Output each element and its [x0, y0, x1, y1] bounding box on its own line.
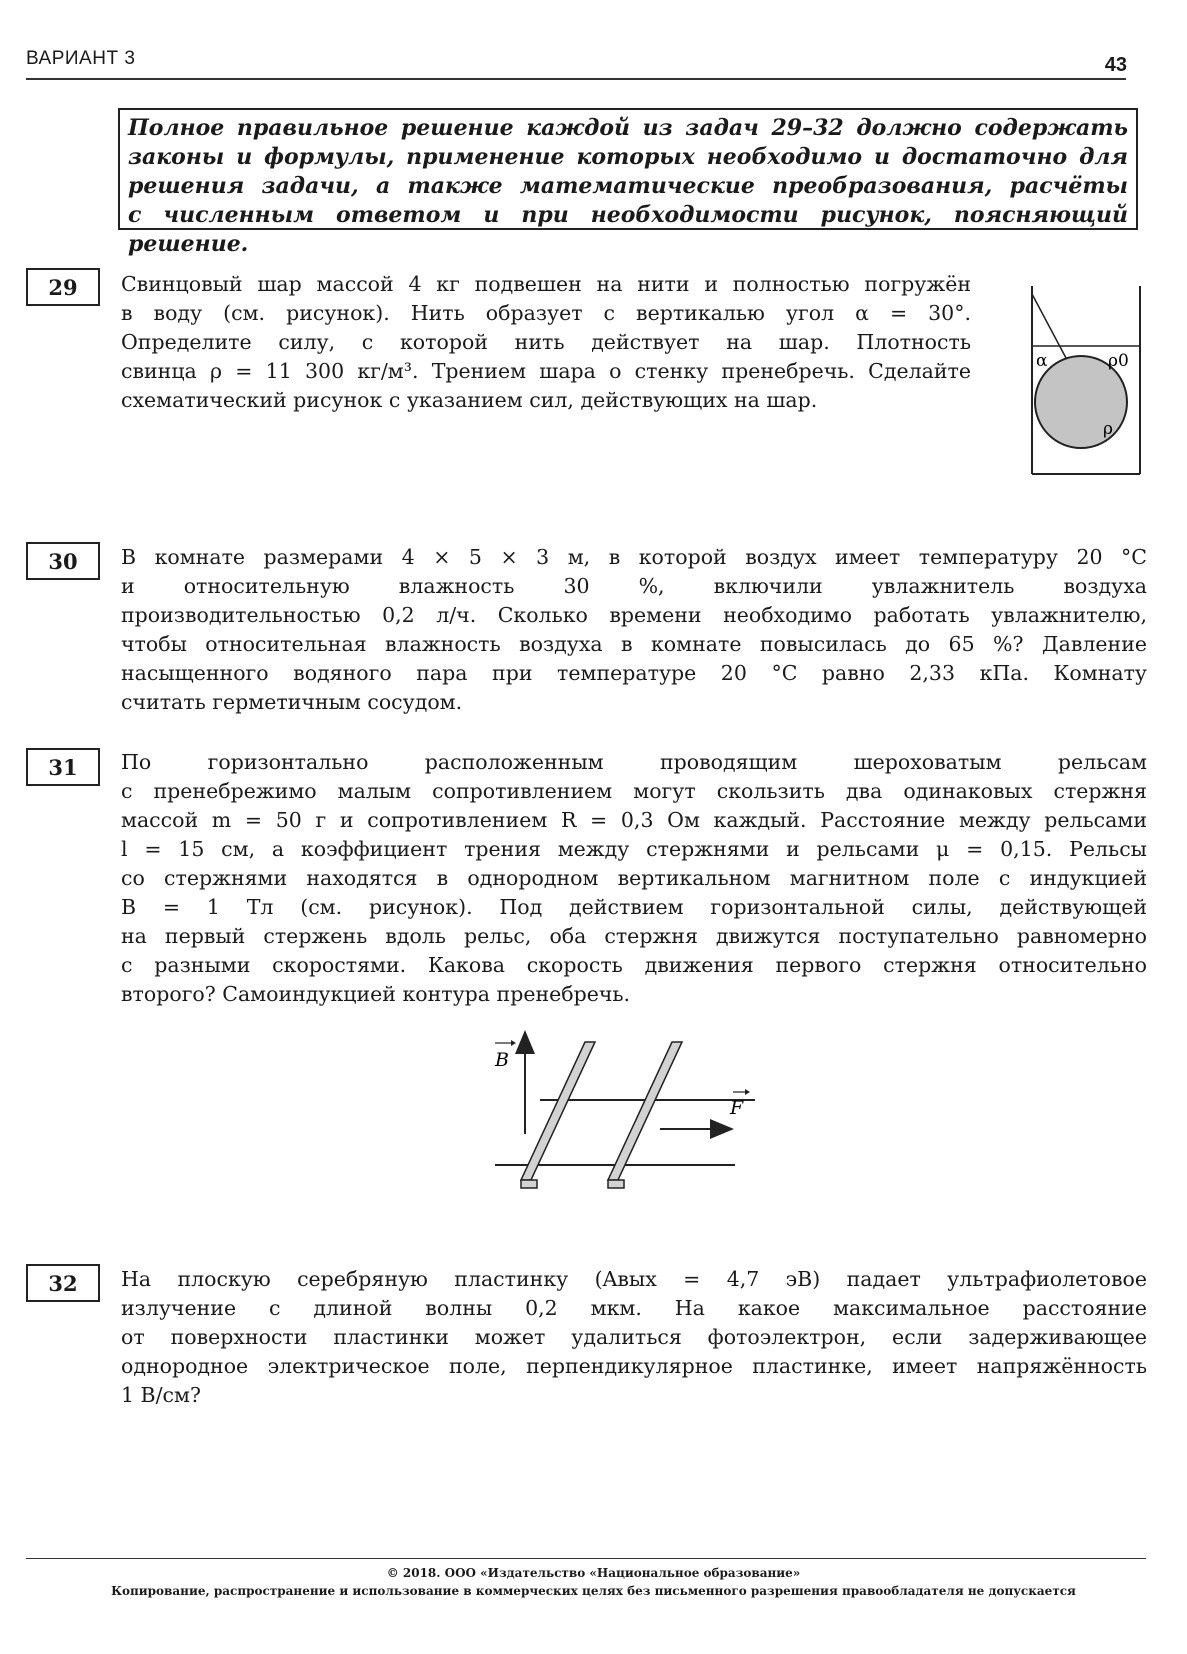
task-line: Свинцовый шар массой 4 кг подвешен на нити и полностью погружён — [121, 272, 971, 296]
task-line: В комнате размерами 4 × 5 × 3 м, в которой воздух имеет температуру 20 °С — [121, 545, 1147, 569]
task-30-text — [121, 543, 1147, 717]
task-line: с разными скоростями. Какова скорость движения первого стержня относительно — [121, 953, 1147, 977]
task-line: 1 В/см? — [121, 1383, 201, 1407]
task-line: На плоскую серебряную пластинку (Aвых = 4,7 эВ) падает ультрафиолетовое — [121, 1267, 1147, 1291]
b-label: B — [495, 1049, 509, 1071]
task-31-figure — [485, 1022, 805, 1202]
task-line: По горизонтально расположенным проводящим шероховатым рельсам — [121, 750, 1147, 774]
b-vector-tip — [511, 1040, 516, 1046]
instruction-line: с численным ответом и при необходимости рисунок, поясняющий решение. — [128, 202, 1128, 257]
task-31-text — [121, 748, 1147, 1009]
thread — [1032, 294, 1066, 358]
rod-2 — [608, 1042, 682, 1180]
task-line: производительностью 0,2 л/ч. Сколько времени необходимо работать увлажнителю, — [121, 603, 1147, 627]
task-line: второго? Самоиндукцией контура пренебречь. — [121, 982, 631, 1006]
f-label: F — [730, 1097, 744, 1119]
rho0-label: ρ0 — [1108, 351, 1129, 371]
task-30-number: 30 — [26, 542, 100, 580]
task-line: однородное электрическое поле, перпендикулярное пластинке, имеет напряжённость — [121, 1354, 1147, 1378]
task-32-text — [121, 1265, 1147, 1410]
instruction-line: законы и формулы, применение которых необходимо и достаточно для — [128, 144, 1128, 170]
copyright: © 2018. ООО «Издательство «Национальное образование» — [386, 1566, 801, 1580]
task-29-text — [121, 270, 971, 415]
task-line: схематический рисунок с указанием сил, действующих на шар. — [121, 388, 818, 412]
alpha-label: α — [1036, 351, 1048, 371]
task-line: излучение с длиной волны 0,2 мкм. На какое максимальное расстояние — [121, 1296, 1147, 1320]
task-line: чтобы относительная влажность воздуха в комнате повысилась до 65 %? Давление — [121, 632, 1147, 656]
task-line: от поверхности пластинки может удалиться фотоэлектрон, если задерживающее — [121, 1325, 1147, 1349]
task-line: свинца ρ = 11 300 кг/м³. Трением шара о стенку пренебречь. Сделайте — [121, 359, 971, 383]
task-31-number: 31 — [26, 748, 100, 786]
instruction-box — [118, 108, 1138, 257]
instruction-line: Полное правильное решение каждой из задач 29–32 должно содержать — [128, 115, 1128, 141]
rod-2-end — [608, 1180, 624, 1188]
rho-label: ρ — [1103, 419, 1113, 439]
f-vector-tip — [745, 1089, 750, 1095]
task-line: с пренебрежимо малым сопротивлением могут скользить два одинаковых стержня — [121, 779, 1147, 803]
task-line: насыщенного водяного пара при температуре 20 °С равно 2,33 кПа. Комнату — [121, 661, 1147, 685]
task-line: и относительную влажность 30 %, включили увлажнитель воздуха — [121, 574, 1147, 598]
rod-1-end — [521, 1180, 537, 1188]
task-line: со стержнями находятся в однородном вертикальном магнитном поле с индукцией — [121, 866, 1147, 890]
task-32-number: 32 — [26, 1264, 100, 1302]
task-29-number: 29 — [26, 268, 100, 306]
variant-label: ВАРИАНТ 3 — [26, 48, 136, 69]
copyright-notice: Копирование, распространение и использование в коммерческих целях без письменного разрешения правообладателя не допускается — [111, 1584, 1076, 1598]
task-line: l = 15 см, а коэффициент трения между стержнями и рельсами μ = 0,15. Рельсы — [121, 837, 1147, 861]
task-29-figure — [1028, 286, 1148, 476]
task-line: B = 1 Тл (см. рисунок). Под действием горизонтальной силы, действующей — [121, 895, 1147, 919]
header-divider — [26, 78, 1126, 80]
task-line: считать герметичным сосудом. — [121, 690, 463, 714]
task-line: Определите силу, с которой нить действует на шар. Плотность — [121, 330, 971, 354]
task-line: в воду (см. рисунок). Нить образует с вертикалью угол α = 30°. — [121, 301, 971, 325]
task-line: на первый стержень вдоль рельс, оба стержня движутся поступательно равномерно — [121, 924, 1147, 948]
task-line: массой m = 50 г и сопротивлением R = 0,3 Ом каждый. Расстояние между рельсами — [121, 808, 1147, 832]
rod-1 — [521, 1042, 595, 1180]
page-number: 43 — [1104, 54, 1127, 76]
instruction-line: решения задачи, а также математические преобразования, расчёты — [128, 173, 1128, 199]
footer-divider — [26, 1558, 1146, 1559]
